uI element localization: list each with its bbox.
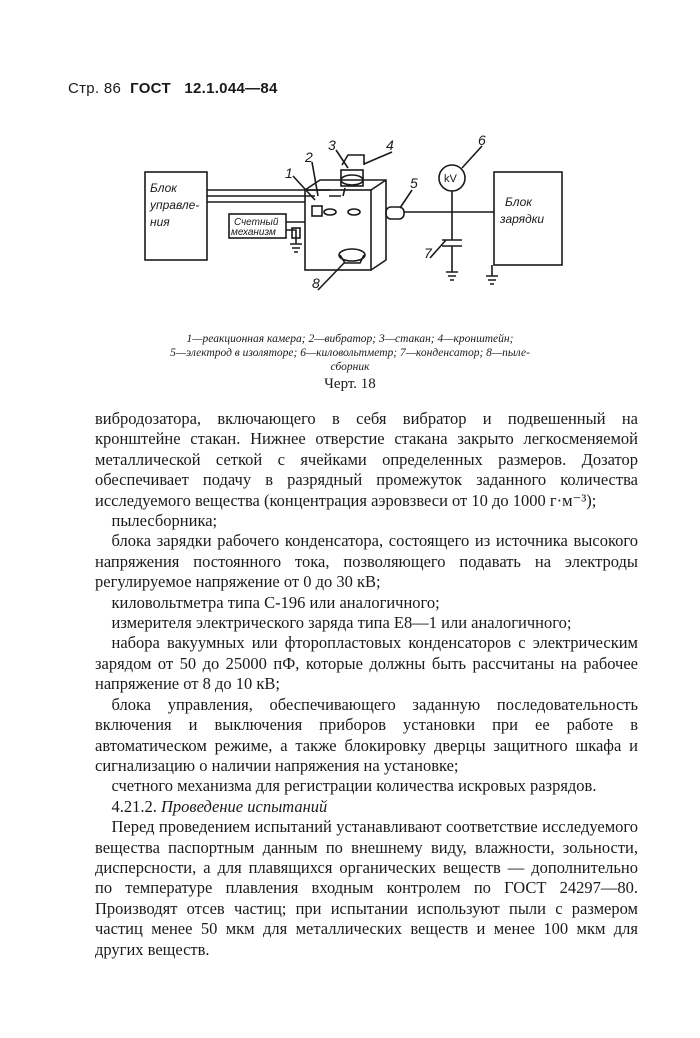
capacitor	[442, 212, 462, 280]
section-heading	[95, 797, 638, 817]
paragraph: вибродозатора, включающего в себя вибратор и подвешенный на кронштейне стакан. Нижнее отверстие стакана закрыто легкосменяемой металлической сеткой с ячейками определенных размеров. Дозатор обеспечивает подачу в разрядный промежуток заданного количества исследуемого вещества (концентрация аэровзвеси от 10 до 1000 г·м⁻³);	[95, 409, 638, 510]
control-block-line1: Блок	[150, 181, 177, 195]
control-block-line2: управле-	[150, 198, 200, 212]
charging-block-line2: зарядки	[500, 212, 545, 226]
electrode	[386, 207, 404, 219]
page-label: Стр. 86	[68, 80, 122, 97]
standard-number: 12.1.044—84	[184, 80, 278, 97]
label-7: 7	[424, 245, 432, 261]
caption-line: 5—электрод в изоляторе; 6—киловольтметр; 7—конденсатор; 8—пыле-	[170, 347, 530, 359]
section-title: Проведение испытаний	[161, 796, 328, 816]
figure-label: Черт. 18	[324, 376, 376, 392]
paragraph: набора вакуумных или фторопластовых конденсаторов с электрическим зарядом от 50 до 25000 пФ, которые должны быть рассчитаны на рабочее напряжение от 8 до 10 кВ;	[95, 633, 638, 694]
figure-caption	[110, 332, 590, 374]
paragraph: пылесборника;	[111, 511, 218, 531]
label-5: 5	[410, 175, 418, 191]
paragraph: счетного механизма для регистрации количества искровых разрядов.	[111, 776, 597, 796]
charging-block-line1: Блок	[505, 195, 532, 209]
paragraph: Перед проведением испытаний устанавливают соответствие исследуемого вещества паспортным данным по внешнему виду, влажности, зольности, дисперсности, а для плавящихся органических веществ — дополнительно по температуре плавления входным контролем по ГОСТ 24297—80. Производят отсев частиц; при испытании используют пыли с размером частиц менее 50 мкм для металлических веществ и менее 100 мкм для других веществ.	[95, 817, 638, 959]
control-block-line3: ния	[150, 215, 170, 229]
label-3: 3	[328, 137, 336, 153]
counter-line2: механизм	[231, 227, 276, 238]
label-1: 1	[285, 165, 293, 181]
counter-wires	[286, 222, 305, 244]
kv-label: kV	[444, 173, 457, 185]
counter-line1: Счетный	[234, 217, 279, 228]
body-text	[95, 409, 638, 960]
caption-line: сборник	[330, 361, 370, 373]
caption-line: 1—реакционная камера; 2—вибратор; 3—стакан; 4—кронштейн;	[186, 333, 514, 345]
label-4: 4	[386, 137, 394, 153]
paragraph: блока зарядки рабочего конденсатора, состоящего из источника высокого напряжения постоянного тока, позволяющего подавать на электроды регулируемое напряжение от 0 до 30 кВ;	[95, 531, 638, 592]
label-2: 2	[305, 149, 313, 165]
section-number: 4.21.2.	[111, 796, 157, 816]
paragraph: блока управления, обеспечивающего заданную последовательность включения и выключения приборов установки при ее работе в автоматическом режиме, а также блокировку дверцы защитного шкафа и сигнализацию о наличии напряжения на установке;	[95, 694, 638, 775]
apparatus-diagram	[0, 0, 700, 330]
label-6: 6	[478, 132, 486, 148]
paragraph: киловольтметра типа С-196 или аналогичного;	[111, 592, 440, 612]
standard-label: ГОСТ	[130, 80, 171, 97]
label-8: 8	[312, 275, 320, 291]
paragraph: измерителя электрического заряда типа Е8—1 или аналогичного;	[111, 613, 572, 633]
